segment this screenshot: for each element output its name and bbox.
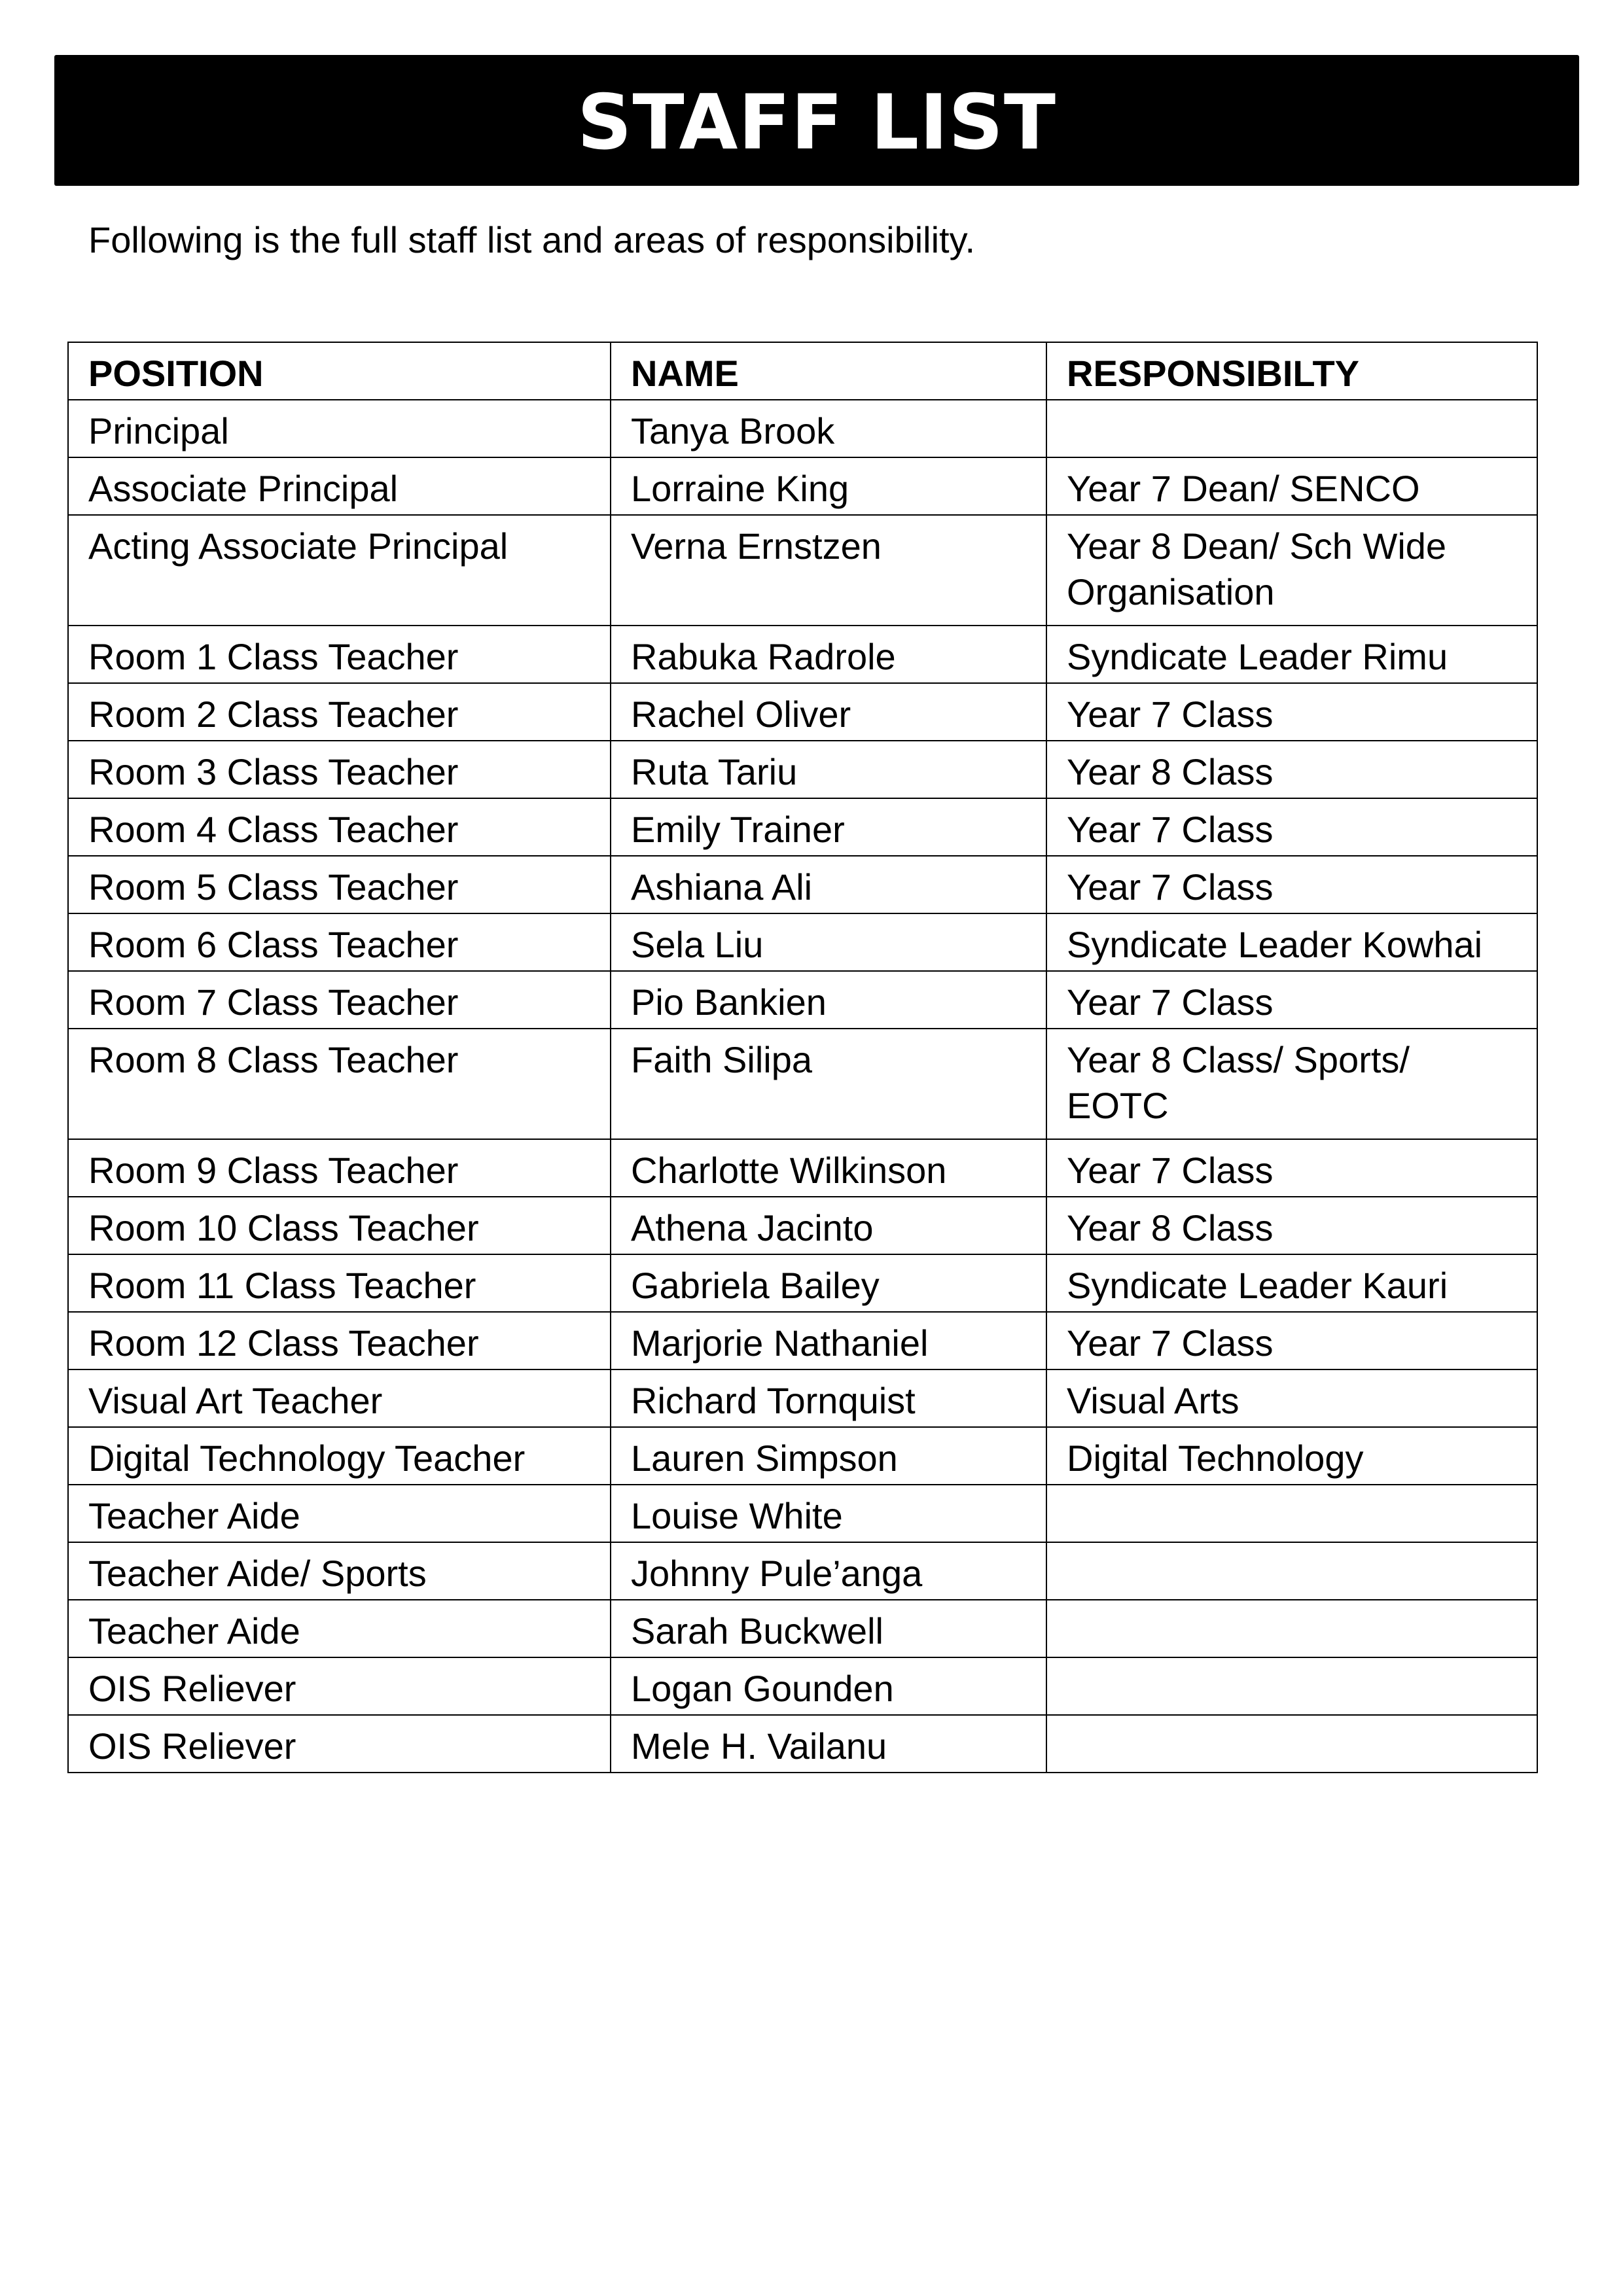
table-row (68, 1369, 1537, 1427)
name-cell: Gabriela Bailey (611, 1254, 1046, 1312)
table-row (68, 1029, 1537, 1139)
position-cell: Visual Art Teacher (68, 1369, 611, 1427)
position-cell: Principal (68, 400, 611, 457)
responsibility-cell (1046, 1600, 1537, 1657)
position-cell: Associate Principal (68, 457, 611, 515)
table-row (68, 1139, 1537, 1197)
table-row (68, 1254, 1537, 1312)
responsibility-cell (1046, 400, 1537, 457)
table-row (68, 683, 1537, 741)
name-cell: Lauren Simpson (611, 1427, 1046, 1485)
position-cell: Room 8 Class Teacher (68, 1029, 611, 1139)
responsibility-cell: Digital Technology (1046, 1427, 1537, 1485)
responsibility-cell: Year 7 Class (1046, 683, 1537, 741)
responsibility-cell: Year 8 Class (1046, 741, 1537, 798)
responsibility-cell: Visual Arts (1046, 1369, 1537, 1427)
page-title: STAFF LIST (577, 79, 1057, 167)
position-cell: OIS Reliever (68, 1657, 611, 1715)
responsibility-cell (1046, 1542, 1537, 1600)
position-cell: Room 7 Class Teacher (68, 971, 611, 1029)
position-cell: Room 10 Class Teacher (68, 1197, 611, 1254)
title-banner (54, 55, 1579, 186)
name-cell: Louise White (611, 1485, 1046, 1542)
name-cell: Sela Liu (611, 913, 1046, 971)
position-cell: Room 3 Class Teacher (68, 741, 611, 798)
responsibility-cell: Year 7 Class (1046, 971, 1537, 1029)
table-row (68, 1197, 1537, 1254)
position-cell: OIS Reliever (68, 1715, 611, 1773)
name-cell: Athena Jacinto (611, 1197, 1046, 1254)
table-row (68, 457, 1537, 515)
position-cell: Digital Technology Teacher (68, 1427, 611, 1485)
responsibility-cell: Year 7 Class (1046, 1312, 1537, 1369)
table-row (68, 1715, 1537, 1773)
position-cell: Teacher Aide (68, 1485, 611, 1542)
position-cell: Room 1 Class Teacher (68, 626, 611, 683)
responsibility-cell (1046, 1715, 1537, 1773)
position-cell: Room 6 Class Teacher (68, 913, 611, 971)
position-cell: Room 5 Class Teacher (68, 856, 611, 913)
name-cell: Logan Gounden (611, 1657, 1046, 1715)
responsibility-cell: Year 8 Class (1046, 1197, 1537, 1254)
table-row (68, 913, 1537, 971)
name-cell: Rachel Oliver (611, 683, 1046, 741)
responsibility-cell (1046, 1657, 1537, 1715)
responsibility-cell: Year 7 Class (1046, 1139, 1537, 1197)
position-cell: Teacher Aide (68, 1600, 611, 1657)
name-cell: Tanya Brook (611, 400, 1046, 457)
table-row (68, 515, 1537, 626)
responsibility-cell: Year 7 Class (1046, 856, 1537, 913)
name-cell: Sarah Buckwell (611, 1600, 1046, 1657)
name-cell: Marjorie Nathaniel (611, 1312, 1046, 1369)
position-cell: Room 11 Class Teacher (68, 1254, 611, 1312)
table-row (68, 971, 1537, 1029)
name-cell: Johnny Pule’anga (611, 1542, 1046, 1600)
header-responsibility: RESPONSIBILTY (1046, 342, 1537, 400)
table-row (68, 856, 1537, 913)
name-cell: Richard Tornquist (611, 1369, 1046, 1427)
responsibility-cell: Syndicate Leader Rimu (1046, 626, 1537, 683)
responsibility-cell: Syndicate Leader Kauri (1046, 1254, 1537, 1312)
responsibility-cell: Year 7 Dean/ SENCO (1046, 457, 1537, 515)
table-row (68, 1427, 1537, 1485)
name-cell: Verna Ernstzen (611, 515, 1046, 626)
name-cell: Pio Bankien (611, 971, 1046, 1029)
responsibility-cell: Year 7 Class (1046, 798, 1537, 856)
table-header-row (68, 342, 1537, 400)
position-cell: Teacher Aide/ Sports (68, 1542, 611, 1600)
position-cell: Room 9 Class Teacher (68, 1139, 611, 1197)
responsibility-cell: Syndicate Leader Kowhai (1046, 913, 1537, 971)
name-cell: Ruta Tariu (611, 741, 1046, 798)
table-row (68, 400, 1537, 457)
name-cell: Ashiana Ali (611, 856, 1046, 913)
name-cell: Rabuka Radrole (611, 626, 1046, 683)
position-cell: Room 2 Class Teacher (68, 683, 611, 741)
header-position: POSITION (68, 342, 611, 400)
position-cell: Acting Associate Principal (68, 515, 611, 626)
responsibility-cell: Year 8 Dean/ Sch Wide Organisation (1046, 515, 1537, 626)
header-name: NAME (611, 342, 1046, 400)
name-cell: Faith Silipa (611, 1029, 1046, 1139)
name-cell: Emily Trainer (611, 798, 1046, 856)
table-row (68, 1600, 1537, 1657)
position-cell: Room 4 Class Teacher (68, 798, 611, 856)
responsibility-cell: Year 8 Class/ Sports/ EOTC (1046, 1029, 1537, 1139)
intro-text: Following is the full staff list and areas of responsibility. (88, 219, 976, 260)
table-row (68, 741, 1537, 798)
name-cell: Lorraine King (611, 457, 1046, 515)
responsibility-cell (1046, 1485, 1537, 1542)
name-cell: Charlotte Wilkinson (611, 1139, 1046, 1197)
table-row (68, 1657, 1537, 1715)
name-cell: Mele H. Vailanu (611, 1715, 1046, 1773)
table-row (68, 798, 1537, 856)
table-row (68, 626, 1537, 683)
position-cell: Room 12 Class Teacher (68, 1312, 611, 1369)
table-row (68, 1485, 1537, 1542)
table-row (68, 1312, 1537, 1369)
table-row (68, 1542, 1537, 1600)
staff-table (67, 342, 1538, 1773)
